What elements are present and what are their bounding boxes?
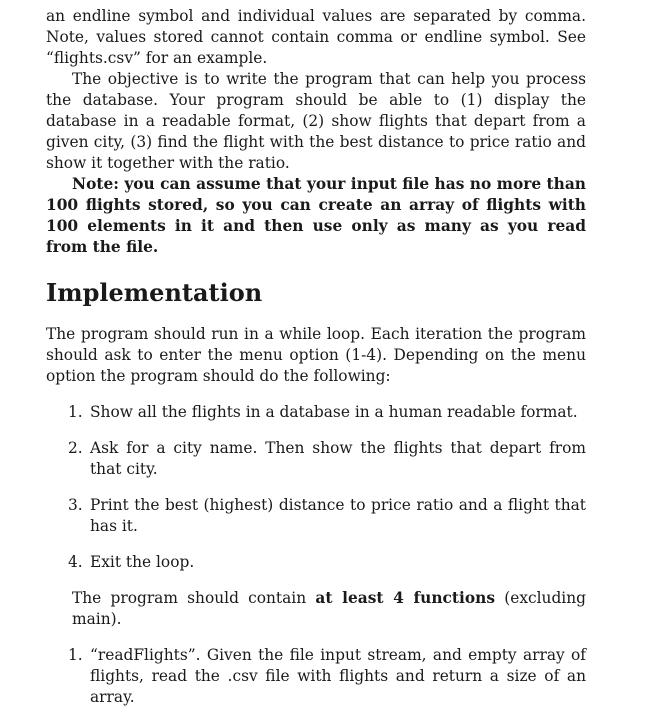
list-item <box>46 438 586 480</box>
note-paragraph: Note: you can assume that your input file has no more than 100 flights stored, so you can create an array of flights with 100 elements in it and then use only as many as you read from the file. <box>46 175 586 256</box>
implementation-intro: The program should run in a while loop. Each iteration the program should ask to enter the menu option (1-4). Depending on the menu option the program should do the following: <box>46 325 586 385</box>
document-page <box>46 6 586 708</box>
functions-paragraph: The program should contain at least 4 functions (excluding main). <box>72 589 586 628</box>
intro-paragraph: an endline symbol and individual values are separated by comma. Note, values stored cannot contain comma or endline symbol. See “flights.csv” for an example. <box>46 7 586 67</box>
list-number: 1. <box>68 403 83 421</box>
list-item <box>46 552 586 573</box>
menu-options-list <box>46 402 586 573</box>
list-item <box>46 495 586 537</box>
list-item <box>46 402 586 423</box>
list-number: 3. <box>68 496 83 514</box>
functions-list <box>46 645 586 708</box>
list-text: Print the best (highest) distance to price ratio and a flight that has it. <box>90 496 586 535</box>
functions-emphasis: at least 4 functions <box>315 589 495 607</box>
list-text: Show all the flights in a database in a human readable format. <box>90 403 578 421</box>
list-text: “readFlights”. Given the file input stream, and empty array of flights, read the .csv file with flights and return a size of an array. <box>90 646 586 706</box>
list-item <box>46 645 586 708</box>
list-text: Ask for a city name. Then show the flights that depart from that city. <box>90 439 586 478</box>
list-number: 2. <box>68 439 83 457</box>
list-text: Exit the loop. <box>90 553 195 571</box>
objective-paragraph: The objective is to write the program that can help you process the database. Your program should be able to (1) display the database in a readable format, (2) show flights that depart from a given city, (3) find the flight with the best distance to price ratio and show it together with the ratio. <box>46 70 586 172</box>
list-number: 1. <box>68 646 83 664</box>
section-title: Implementation <box>46 278 263 307</box>
list-number: 4. <box>68 553 83 571</box>
